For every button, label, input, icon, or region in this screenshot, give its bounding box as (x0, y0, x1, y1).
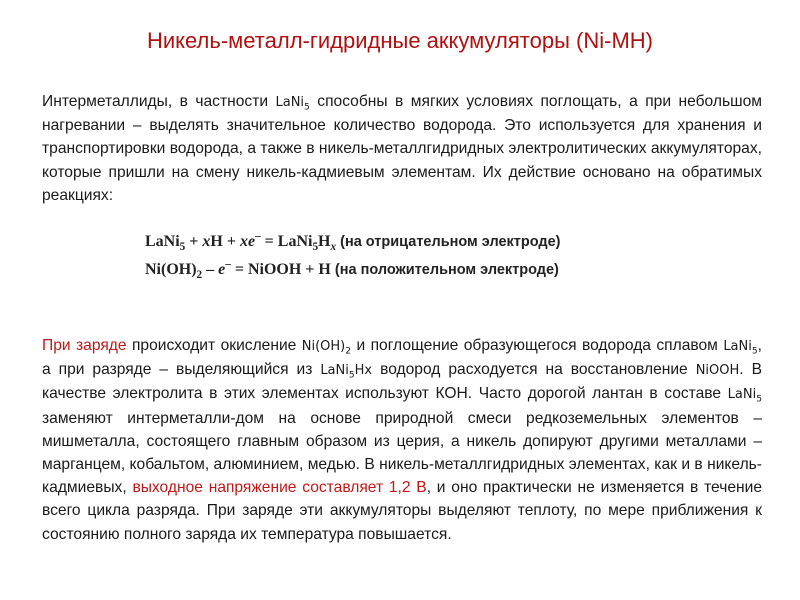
intro-paragraph (42, 90, 762, 207)
charge-paragraph: При заряде происходит окисление $Ni(OH)_2$ и поглощение образующегося водорода сплавом LaNi$_5$, а при разряде – выделяющийся из LaNi$_5$Hx водород расходуется на восстановление NiOOH. В качестве электролита в этих элементах используют КОН. Часто дорогой лантан в составе LaNi$_5$ заменяют интерметалли-дом на основе природной смеси редкоземельных элементов – мишметалла, состоящего главным образом из церия, а никель допируют другими металлами – марганцем, кобальтом, алюминием, медью. В никель-металлгидридных элементах, как и в никель-кадмиевых, выходное напряжение составляет 1,2 В, и оно практически не изменяется в течение всего цикла разряда. При заряде эти аккумуляторы выделяют теплоту, по мере приближения к состоянию полного заряда их температура повышается. (42, 337, 762, 543)
intro-text-rest: способны в мягких условиях поглощать, а при небольшом нагревании – выделять значительное количество водорода. Это используется для хранения и транспортировки водорода, а также в никель-металлгидридных электролитических аккумуляторах, которые пришли на смену никель-кадмиевым элементам. Их действие основано на обратимых реакциях: (42, 93, 762, 204)
equation-negative-electrode: LaNi$_5$ + xH + $xe^- = LaNi_5H_x$ (на отрицательном электроде) (145, 230, 561, 254)
equation-note-positive: (на положительном электроде) (330, 262, 559, 278)
formula-lani5: LaNi$_5$ (723, 339, 758, 357)
formula-nioh2: $Ni(OH)_2$ (301, 339, 352, 357)
formula-lani5hx: LaNi$_5$Hx (320, 363, 373, 381)
formula-lani5: LaNi$_5$ (275, 95, 310, 113)
charge-lead: При заряде (42, 337, 127, 354)
equation-note-negative: (на отрицательном электроде) (336, 234, 561, 250)
voltage-highlight: выходное напряжение составляет 1,2 В (132, 479, 427, 497)
page-title: Никель-металл-гидридные аккумуляторы (Ni-MH) (146, 28, 653, 53)
equation-positive-electrode: $Ni(OH)_2 - e^-$ = NiOOH + H (на положительном электроде) (145, 258, 559, 282)
formula-niooh: NiOOH (695, 363, 740, 379)
reaction-equations (145, 228, 665, 284)
intro-text-start: Интерметаллиды, в частности (42, 93, 276, 110)
formula-lani5: LaNi$_5$ (727, 387, 762, 405)
